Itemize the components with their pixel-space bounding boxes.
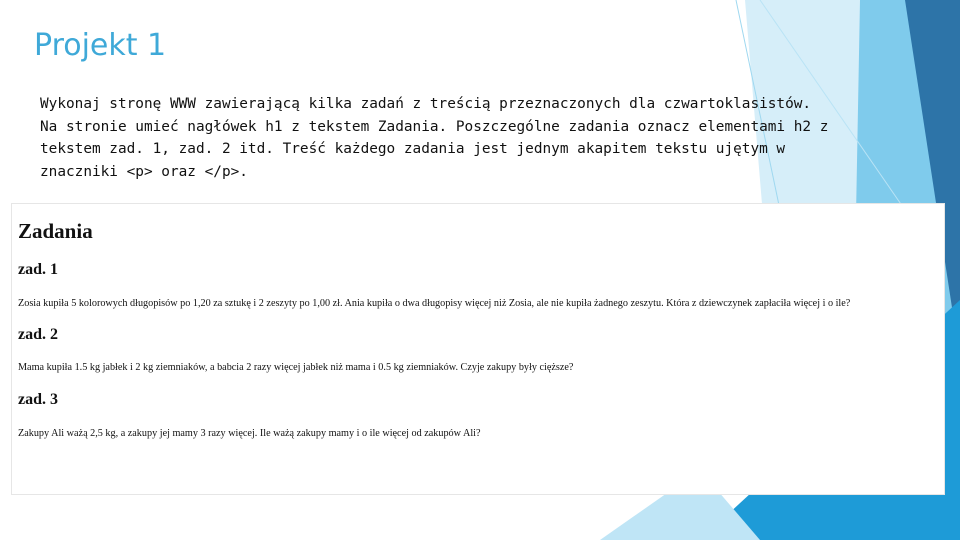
task-2-text: Mama kupiła 1.5 kg jabłek i 2 kg ziemniaków, a babcia 2 razy więcej jabłek niż mama i 0.5 kg ziemniaków. Czyje zakupy były cięższe?	[18, 362, 574, 373]
task-2-label: zad. 2	[18, 326, 58, 343]
task-3-text: Zakupy Ali ważą 2,5 kg, a zakupy jej mamy 3 razy więcej. Ile ważą zakupy mamy i o ile więcej od zakupów Ali?	[18, 428, 481, 439]
preview-heading: Zadania	[18, 219, 93, 243]
slide-instructions: Wykonaj stronę WWW zawierającą kilka zadań z treścią przeznaczonych dla czwartoklasistów. Na stronie umieć nagłówek h1 z tekstem Zadania. Poszczególne zadania oznacz elementami h2 z tekstem zad. 1, zad. 2 itd. Treść każdego zadania jest jednym akapitem tekstu ujętym w znaczniki <p> oraz </p>.	[40, 96, 829, 180]
task-1-label: zad. 1	[18, 261, 58, 278]
slide-title: Projekt 1	[34, 28, 167, 63]
task-1-text: Zosia kupiła 5 kolorowych długopisów po 1,20 za sztukę i 2 zeszyty po 1,00 zł. Ania kupiła o dwa długopisy więcej niż Zosia, ale nie kupiła żadnego zeszytu. Która z dziewczynek zapłaciła więcej i o ile?	[18, 298, 851, 309]
webpage-preview	[12, 204, 944, 494]
task-3-label: zad. 3	[18, 391, 58, 408]
